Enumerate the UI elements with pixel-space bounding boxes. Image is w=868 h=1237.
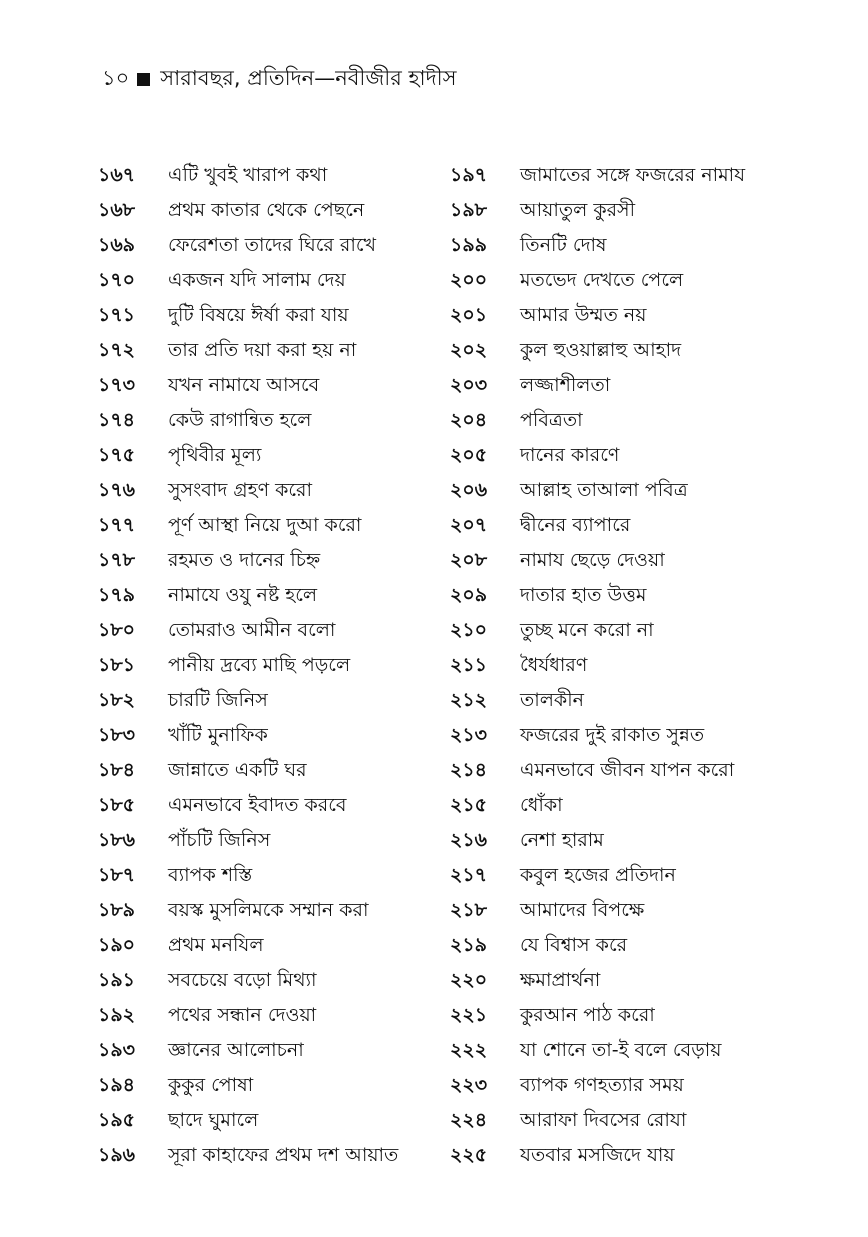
toc-entry: [450, 1068, 778, 1103]
toc-entry-number: ১৯৪: [98, 1074, 135, 1096]
toc-entry-title: কবুল হজের প্রতিদান: [520, 864, 676, 886]
toc-entry-number: ১৭৮: [98, 549, 136, 571]
toc-entry-number: ২০৭: [450, 514, 488, 536]
toc-entry: [98, 158, 450, 193]
toc-entry-title: তালকীন: [520, 689, 584, 711]
toc-entry-number: ২০০: [450, 269, 488, 291]
toc-entry: [98, 333, 450, 368]
toc-entry-title: সুসংবাদ গ্রহণ করো: [168, 479, 313, 501]
toc-entry-number: ১৯৯: [450, 234, 487, 256]
toc-entry-number: ২১৬: [450, 829, 488, 851]
toc-entry-number: ১৭৬: [98, 479, 136, 501]
toc-entry-title: প্রথম কাতার থেকে পেছনে: [168, 199, 365, 221]
toc-entry: [98, 823, 450, 858]
book-title: সারাবছর, প্রতিদিন—নবীজীর হাদীস: [160, 65, 457, 90]
toc-entry-title: পানীয় দ্রব্যে মাছি পড়লে: [168, 654, 351, 676]
toc-entry-number: ১৬৯: [98, 234, 136, 256]
toc-entry-number: ১৮২: [98, 689, 136, 711]
toc-entry-title: পৃথিবীর মূল্য: [168, 444, 262, 466]
toc-entry-number: ১৭০: [98, 269, 136, 291]
toc-entry: [98, 718, 450, 753]
toc-entry: [98, 963, 450, 998]
toc-entry-title: যখন নামাযে আসবে: [168, 374, 320, 396]
toc-entry-number: ১৭৫: [98, 444, 136, 466]
toc-entry-number: ১৮৯: [98, 899, 135, 921]
toc-entry-title: এমনভাবে ইবাদত করবে: [168, 794, 347, 816]
toc-entry-title: দাতার হাত উত্তম: [520, 584, 647, 606]
toc-entry-number: ২০৬: [450, 479, 488, 501]
toc-entry-title: সূরা কাহাফের প্রথম দশ আয়াত: [168, 1144, 399, 1166]
toc-entry: [98, 613, 450, 648]
toc-entry-number: ২১৫: [450, 794, 488, 816]
toc-entry-number: ১৯৩: [98, 1039, 136, 1061]
toc-entry-title: তুচ্ছ মনে করো না: [520, 619, 654, 641]
toc-entry-number: ২১২: [450, 689, 488, 711]
toc-entry-title: কুল হুওয়াল্লাহু আহাদ: [520, 339, 682, 361]
toc-entry-number: ২০৪: [450, 409, 488, 431]
toc-entry: [450, 543, 778, 578]
toc-entry-title: প্রথম মনযিল: [168, 934, 264, 956]
toc-entry-number: ২১৩: [450, 724, 488, 746]
toc-entry-title: আল্লাহ তাআলা পবিত্র: [520, 479, 688, 501]
toc-entry-number: ১৬৮: [98, 199, 136, 221]
toc-entry: [98, 228, 450, 263]
toc-entry-number: ১৭৩: [98, 374, 136, 396]
toc-entry-title: পাঁচটি জিনিস: [168, 829, 271, 851]
toc-entry-number: ১৭২: [98, 339, 136, 361]
toc-entry: [450, 158, 778, 193]
toc-entry-title: ধোঁকা: [520, 794, 563, 816]
toc-entry-title: আমার উম্মত নয়: [520, 304, 647, 326]
toc-entry-number: ২০৫: [450, 444, 488, 466]
toc-entry-number: ২০৯: [450, 584, 488, 606]
toc-entry-number: ২১৮: [450, 899, 488, 921]
toc-entry: [98, 298, 450, 333]
toc-entry-number: ২০৩: [450, 374, 488, 396]
toc-entry-title: খাঁটি মুনাফিক: [168, 724, 268, 746]
toc-entry: [98, 893, 450, 928]
toc-entry: [450, 438, 778, 473]
toc-entry-number: ১৭৪: [98, 409, 136, 431]
toc-entry-title: কেউ রাগান্বিত হলে: [168, 409, 312, 431]
toc-entry-number: ২০৮: [450, 549, 488, 571]
toc-entry-title: একজন যদি সালাম দেয়: [168, 269, 346, 291]
toc-entry-number: ১৭১: [98, 304, 136, 326]
square-bullet-icon: [137, 73, 150, 86]
toc-entry: [98, 998, 450, 1033]
toc-entry-number: ১৮৩: [98, 724, 136, 746]
toc-entry-number: ১৯৫: [98, 1109, 135, 1131]
toc-entry: [450, 648, 778, 683]
toc-entry: [98, 368, 450, 403]
toc-entry-title: পথের সন্ধান দেওয়া: [168, 1004, 317, 1026]
toc-entry-title: ছাদে ঘুমালে: [168, 1109, 259, 1131]
toc-entry: [450, 403, 778, 438]
toc-entry-title: ব্যাপক শস্তি: [168, 864, 253, 886]
toc-entry-number: ১৮৬: [98, 829, 136, 851]
toc-entry-number: ২২২: [450, 1039, 488, 1061]
toc-entry-title: ক্ষমাপ্রার্থনা: [520, 969, 601, 991]
toc-entry-title: নামায ছেড়ে দেওয়া: [520, 549, 665, 571]
toc-entry-number: ১৮৫: [98, 794, 135, 816]
toc-entry: [450, 858, 778, 893]
toc-entry: [450, 1138, 778, 1173]
toc-entry: [450, 368, 778, 403]
toc-entry-number: ১৮১: [98, 654, 135, 676]
toc-entry-title: যা শোনে তা-ই বলে বেড়ায়: [520, 1039, 722, 1061]
toc-entry: [98, 473, 450, 508]
toc-entry-title: জ্ঞানের আলোচনা: [168, 1039, 304, 1061]
toc-entry-number: ১৮০: [98, 619, 136, 641]
running-header: [102, 62, 457, 96]
toc-entry: [98, 438, 450, 473]
toc-entry-title: কুকুর পোষা: [168, 1074, 254, 1096]
toc-entry: [450, 263, 778, 298]
toc-entry-title: পূর্ণ আস্থা নিয়ে দুআ করো: [168, 514, 362, 536]
toc-entry-title: দুটি বিষয়ে ঈর্ষা করা যায়: [168, 304, 349, 326]
toc-entry-title: নামাযে ওযু নষ্ট হলে: [168, 584, 318, 606]
toc-entry-title: কুরআন পাঠ করো: [520, 1004, 655, 1026]
toc-entry-title: চারটি জিনিস: [168, 689, 268, 711]
toc-entry-title: ফেরেশতা তাদের ঘিরে রাখে: [168, 234, 376, 256]
toc-entry-number: ২২১: [450, 1004, 488, 1026]
toc-entry: [450, 578, 778, 613]
toc-entry: [450, 508, 778, 543]
toc-entry: [98, 1103, 450, 1138]
toc-entry-title: পবিত্রতা: [520, 409, 583, 431]
toc-column-right: [450, 158, 778, 1173]
toc-entry: [450, 683, 778, 718]
toc-entry: [98, 788, 450, 823]
toc-entry: [450, 473, 778, 508]
toc-entry: [450, 1033, 778, 1068]
toc-entry-title: ব্যাপক গণহত্যার সময়: [520, 1074, 684, 1096]
toc-entry-number: ২১৭: [450, 864, 488, 886]
toc-entry: [98, 578, 450, 613]
toc-entry-title: আমাদের বিপক্ষে: [520, 899, 645, 921]
toc-entry: [98, 543, 450, 578]
toc-entry-number: ২২০: [450, 969, 488, 991]
toc-entry: [450, 1103, 778, 1138]
toc-entry: [98, 508, 450, 543]
toc-entry: [450, 998, 778, 1033]
toc-entry: [450, 928, 778, 963]
toc-entry-title: ধৈর্যধারণ: [520, 654, 588, 676]
toc-entry: [98, 858, 450, 893]
toc-entry-number: ১৭৯: [98, 584, 136, 606]
toc-entry-number: ১৯৮: [450, 199, 487, 221]
toc-entry-title: জান্নাতে একটি ঘর: [168, 759, 307, 781]
toc-entry-number: ১৮৭: [98, 864, 136, 886]
toc-entry: [450, 193, 778, 228]
toc-entry-number: ১৭৭: [98, 514, 136, 536]
toc-entry-title: তোমরাও আমীন বলো: [168, 619, 336, 641]
page-number: ১০: [102, 65, 130, 90]
toc-entry-number: ১৬৭: [98, 164, 136, 186]
toc-entry-title: যতবার মসজিদে যায়: [520, 1144, 675, 1166]
toc-entry-title: যে বিশ্বাস করে: [520, 934, 628, 956]
toc-entry-title: বয়স্ক মুসলিমকে সম্মান করা: [168, 899, 369, 921]
toc-entry: [98, 928, 450, 963]
toc-entry-number: ২২৪: [450, 1109, 488, 1131]
toc-entry-number: ২০১: [450, 304, 488, 326]
toc-entry-title: জামাতের সঙ্গে ফজরের নামায: [520, 164, 746, 186]
toc-entry-title: দানের কারণে: [520, 444, 620, 466]
toc-entry-number: ১৯২: [98, 1004, 136, 1026]
toc-entry: [450, 788, 778, 823]
toc-entry: [98, 193, 450, 228]
toc-entry-title: রহমত ও দানের চিহ্ন: [168, 549, 321, 571]
toc-entry-title: ফজরের দুই রাকাত সুন্নত: [520, 724, 705, 746]
toc-entry: [98, 1068, 450, 1103]
toc-entry-number: ২১৯: [450, 934, 488, 956]
toc-entry-title: এটি খুবই খারাপ কথা: [168, 164, 328, 186]
toc-entry: [98, 1033, 450, 1068]
toc-entry-title: লজ্জাশীলতা: [520, 374, 611, 396]
toc-entry-number: ১৯১: [98, 969, 135, 991]
toc-entry-number: ২১০: [450, 619, 488, 641]
toc-entry-title: তার প্রতি দয়া করা হয় না: [168, 339, 357, 361]
toc-entry-title: আরাফা দিবসের রোযা: [520, 1109, 687, 1131]
toc-entry-number: ২২৩: [450, 1074, 488, 1096]
toc-entry-number: ১৯০: [98, 934, 136, 956]
toc-column-left: [98, 158, 450, 1173]
toc-entry: [450, 893, 778, 928]
toc-entry-title: আয়াতুল কুরসী: [520, 199, 636, 221]
toc-entry-number: ১৮৪: [98, 759, 135, 781]
toc-entry: [450, 228, 778, 263]
toc-entry-number: ২২৫: [450, 1144, 488, 1166]
toc-entry-number: ২১১: [450, 654, 488, 676]
toc-entry: [450, 963, 778, 998]
table-of-contents: [98, 158, 778, 1173]
toc-entry: [98, 683, 450, 718]
toc-entry: [450, 823, 778, 858]
toc-entry-number: ২০২: [450, 339, 488, 361]
toc-entry-title: মতভেদ দেখতে পেলে: [520, 269, 684, 291]
toc-entry-number: ১৯৭: [450, 164, 488, 186]
toc-entry: [98, 753, 450, 788]
toc-entry: [450, 333, 778, 368]
toc-entry-title: সবচেয়ে বড়ো মিথ্যা: [168, 969, 317, 991]
toc-entry-title: নেশা হারাম: [520, 829, 604, 851]
toc-entry-title: তিনটি দোষ: [520, 234, 607, 256]
toc-entry: [98, 1138, 450, 1173]
toc-entry-number: ২১৪: [450, 759, 488, 781]
toc-entry-number: ১৯৬: [98, 1144, 136, 1166]
toc-entry: [450, 298, 778, 333]
toc-entry: [450, 613, 778, 648]
toc-entry: [450, 718, 778, 753]
toc-entry: [98, 263, 450, 298]
toc-entry-title: দ্বীনের ব্যাপারে: [520, 514, 631, 536]
toc-entry: [450, 753, 778, 788]
toc-entry: [98, 403, 450, 438]
toc-entry-title: এমনভাবে জীবন যাপন করো: [520, 759, 735, 781]
toc-entry: [98, 648, 450, 683]
